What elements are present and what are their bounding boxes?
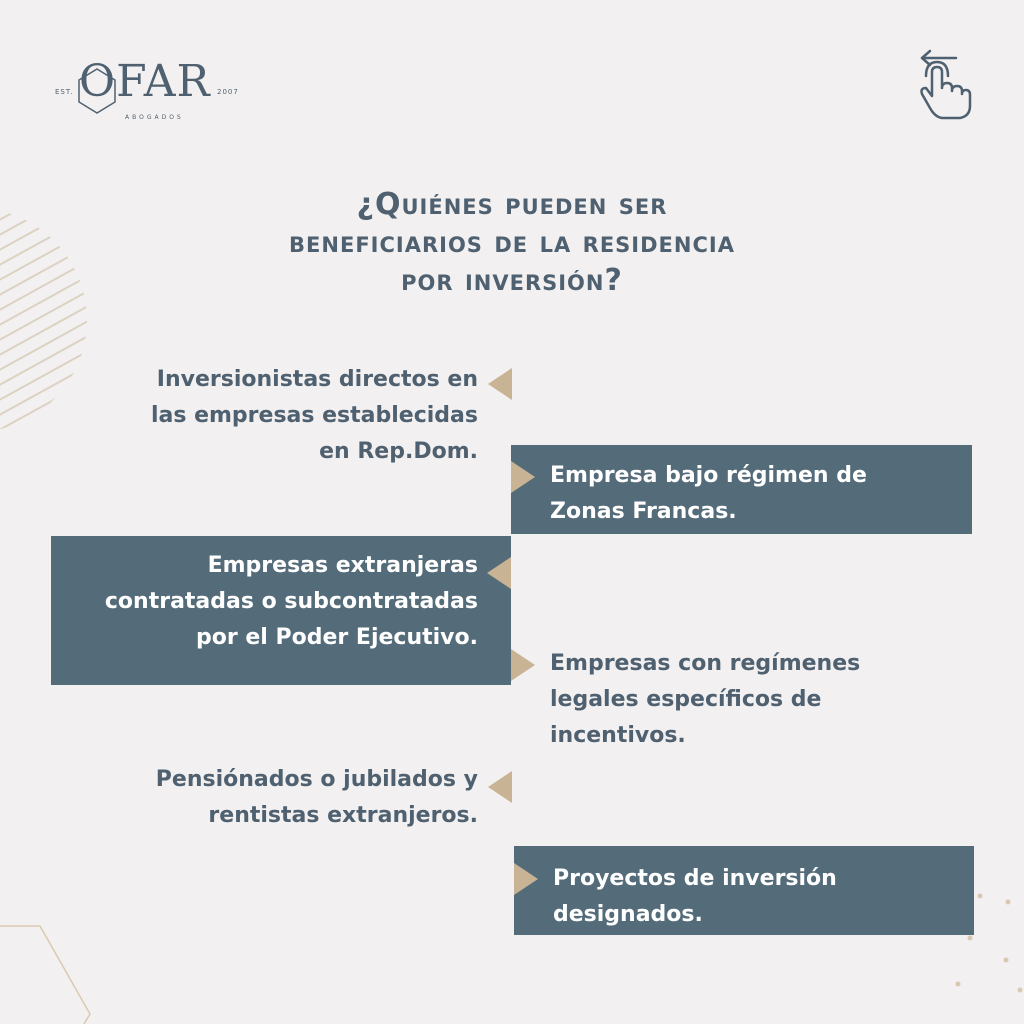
page-title: ¿Quiénes pueden ser beneficiarios de la residencia por inversión? (289, 187, 735, 298)
arrow-left-icon (488, 771, 512, 803)
arrow-right-icon (511, 461, 535, 493)
arrow-left-icon (487, 557, 511, 589)
logo-subtitle: ABOGADOS (125, 114, 184, 121)
hand-swipe-left-icon (912, 48, 976, 124)
beneficiary-item-regimenes-legales: Empresas con regímenes legales específicos de incentivos. (550, 651, 861, 748)
decorative-hexagon (0, 920, 100, 1024)
beneficiary-item-empresas-extranjeras: Empresas extranjeras contratadas o subcontratadas por el Poder Ejecutivo. (104, 553, 478, 650)
logo-est: EST. (55, 88, 74, 96)
beneficiary-item-proyectos: Proyectos de inversión designados. (553, 866, 837, 927)
arrow-right-icon (514, 863, 538, 895)
beneficiary-item-pensionados: Pensiónados o jubilados y rentistas extranjeros. (155, 767, 478, 828)
logo-wordmark: OFAR (79, 56, 211, 107)
arrow-right-icon (511, 649, 535, 681)
beneficiary-item-inversionistas: Inversionistas directos en las empresas establecidas en Rep.Dom. (150, 367, 478, 464)
beneficiary-item-zonas-francas: Empresa bajo régimen de Zonas Francas. (550, 463, 867, 524)
logo-year: 2007 (217, 88, 239, 96)
arrow-left-icon (488, 368, 512, 400)
logo (55, 56, 245, 126)
